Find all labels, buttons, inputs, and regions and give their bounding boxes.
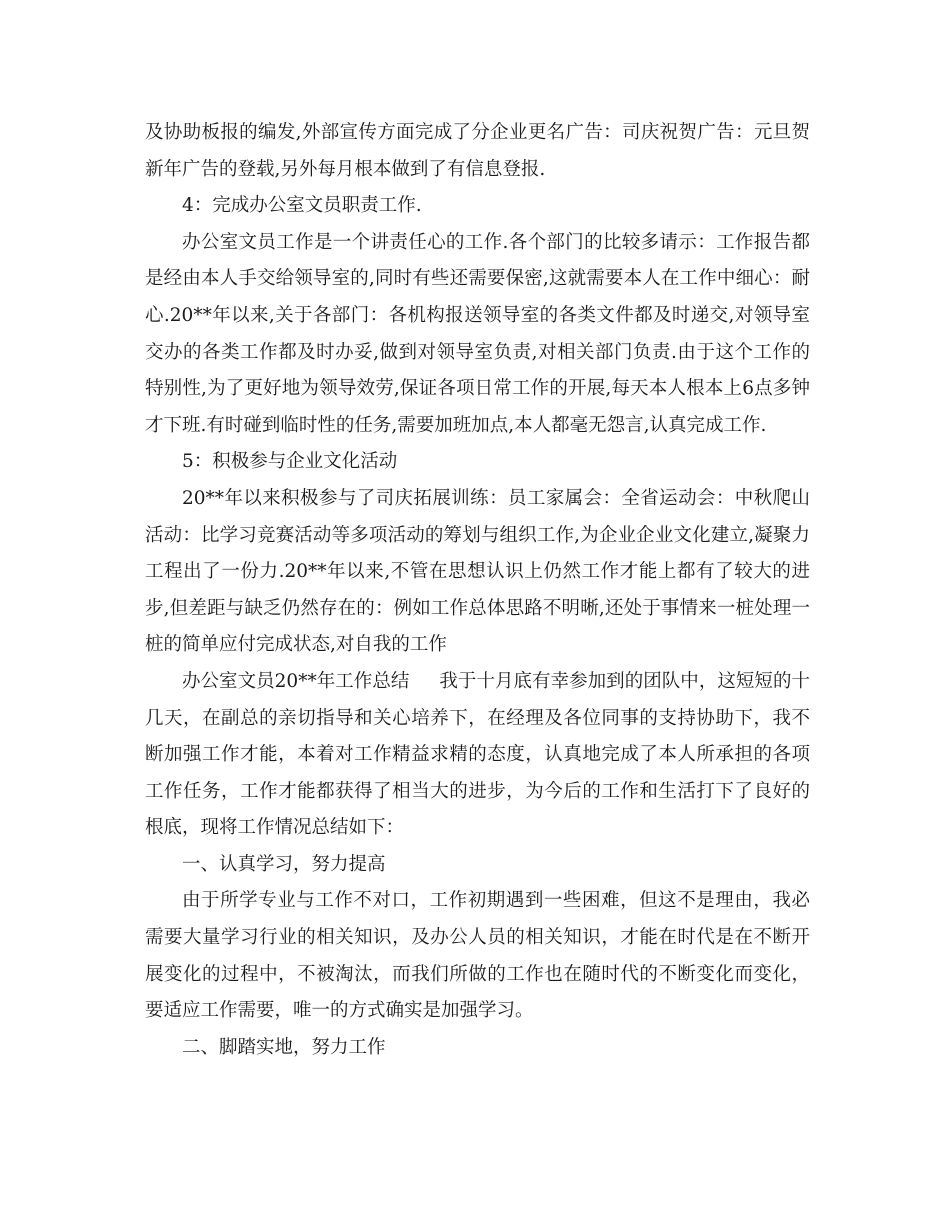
paragraph-summary-intro <box>145 664 810 847</box>
document-body <box>145 115 810 1066</box>
paragraph-continuation: 及协助板报的编发,外部宣传方面完成了分企业更名广告：司庆祝贺广告：元旦贺新年广告的登载,另外每月根本做到了有信息登报. <box>145 122 810 180</box>
paragraph-study: 由于所学专业与工作不对口，工作初期遇到一些困难，但这不是理由，我必需要大量学习行业的相关知识，及办公人员的相关知识，才能在时代是在不断开展变化的过程中，不被淘汰，而我们所做的工作也在随时代的不断变化而变化，要适应工作需要，唯一的方式确实是加强学习。 <box>145 890 810 1022</box>
summary-text: 我于十月底有幸参加到的团队中，这短短的十几天，在副总的亲切指导和关心培养下，在经理及各位同事的支持协助下，我不断加强工作才能，本着对工作精益求精的态度，认真地完成了本人所承担的各项工作任务，工作才能都获得了相当大的进步，为今后的工作和生活打下了良好的根底，现将工作情况总结如下： <box>145 670 810 839</box>
section-heading-work: 二、脚踏实地，努力工作 <box>182 1036 386 1058</box>
section-heading-5: 5：积极参与企业文化活动 <box>182 451 398 473</box>
section-heading-4: 4：完成办公室文员职责工作. <box>182 195 422 217</box>
section-heading-study: 一、认真学习，努力提高 <box>182 853 386 875</box>
paragraph-clerk-duties: 办公室文员工作是一个讲责任心的工作.各个部门的比较多请示：工作报告都是经由本人手交给领导室的,同时有些还需要保密,这就需要本人在工作中细心：耐心.20**年以来,关于各部门：各机构报送领导室的各类文件都及时递交,对领导室交办的各类工作都及时办妥,做到对领导室负责,对相关部门负责.由于这个工作的特别性,为了更好地为领导效劳,保证各项日常工作的开展,每天本人根本上6点多钟才下班.有时碰到临时性的任务,需要加班加点,本人都毫无怨言,认真完成工作. <box>145 231 810 436</box>
summary-title: 办公室文员20**年工作总结 <box>182 670 410 692</box>
paragraph-culture-activities: 20**年以来积极参与了司庆拓展训练：员工家属会：全省运动会：中秋爬山活动：比学习竞赛活动等多项活动的筹划与组织工作,为企业企业文化建立,凝聚力工程出了一份力.20**年以来,不管在思想认识上仍然工作才能上都有了较大的进步,但差距与缺乏仍然存在的：例如工作总体思路不明晰,还处于事情来一桩处理一桩的简单应付完成状态,对自我的工作 <box>145 487 810 656</box>
